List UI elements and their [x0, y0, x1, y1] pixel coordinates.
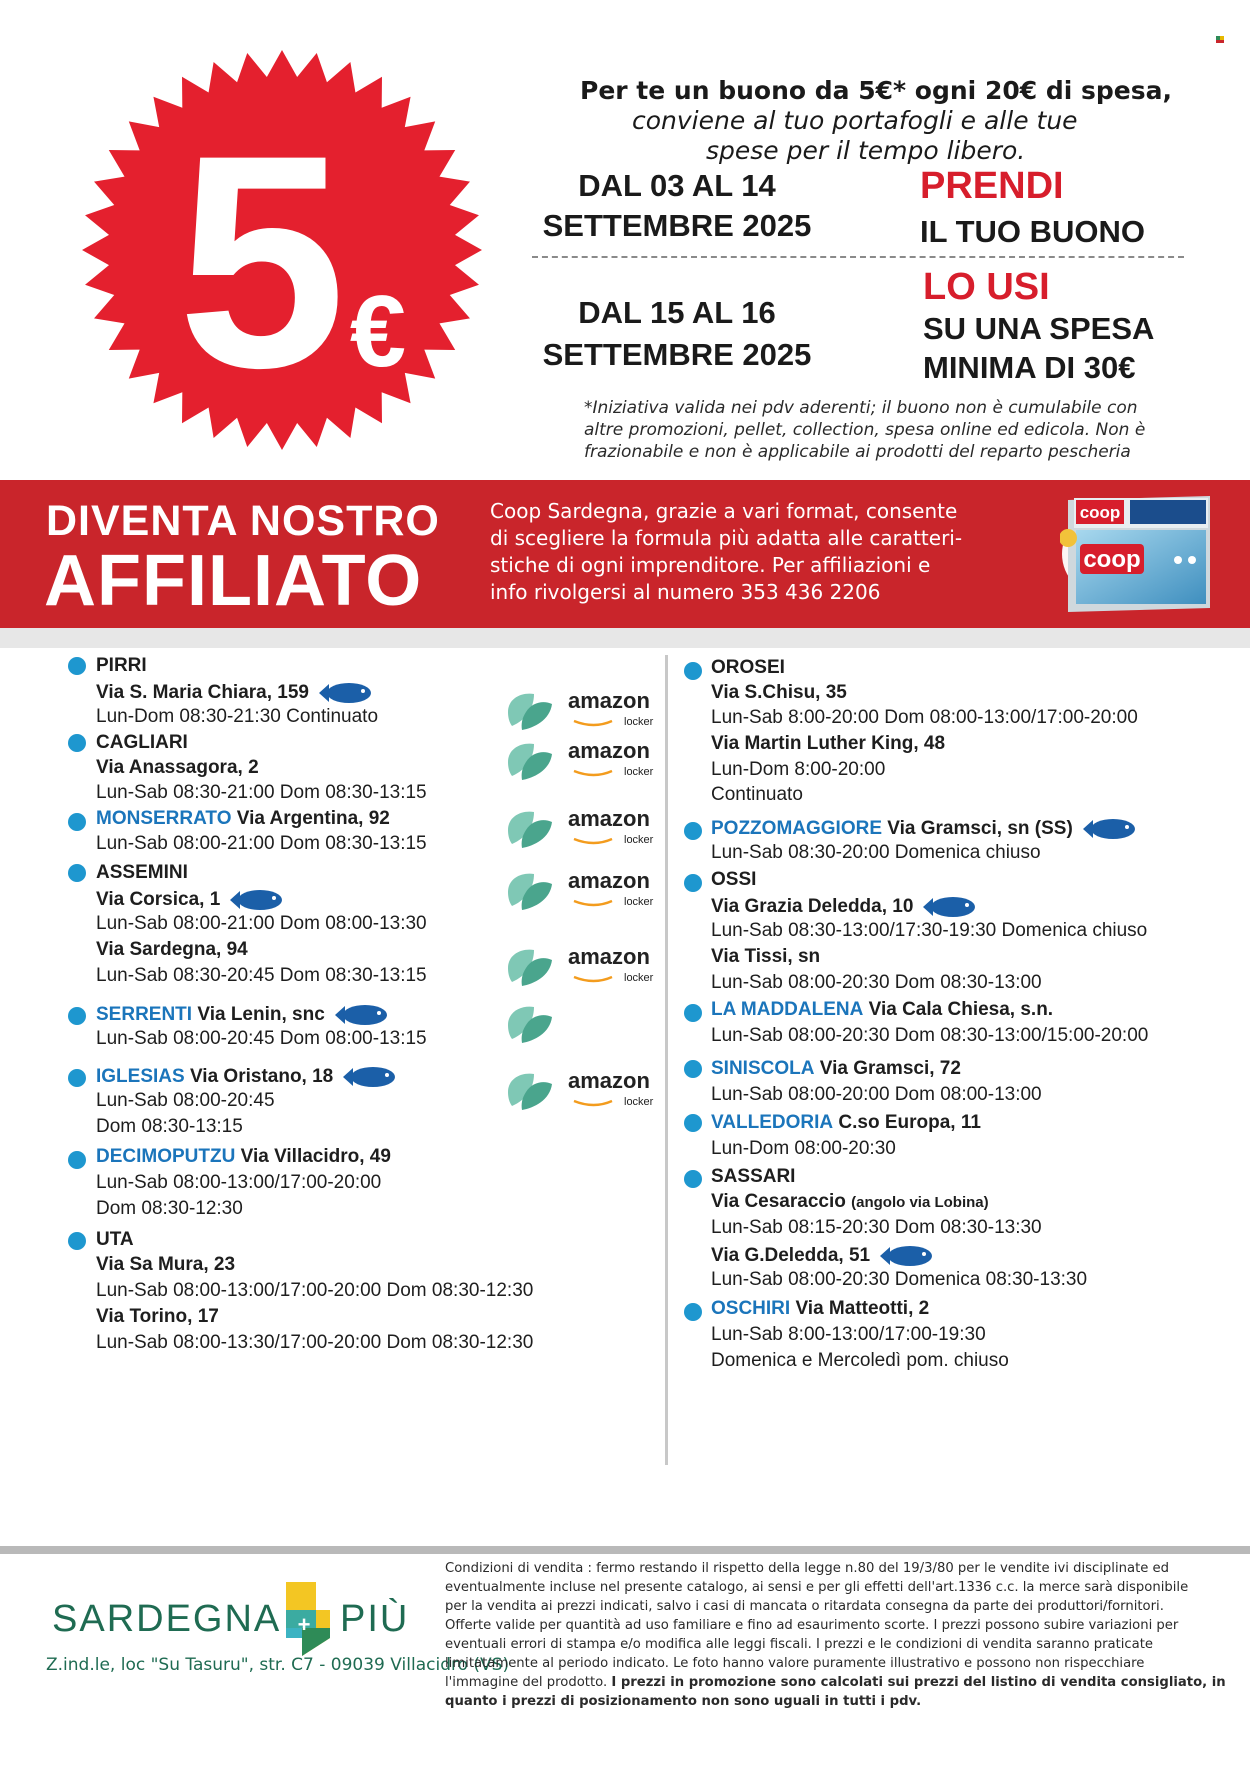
- store-hours: Lun-Sab 08:00-20:00 Dom 08:00-13:00: [711, 1084, 1042, 1105]
- store-hours: Lun-Sab 08:00-13:00/17:00-20:00 Dom 08:30-12:30: [96, 1280, 534, 1301]
- dashed-divider: [532, 256, 1184, 258]
- store-hours: Lun-Sab 08:00-20:30 Dom 08:30-13:00/15:00-20:00: [711, 1025, 1149, 1046]
- store-address: Via Argentina, 92: [236, 808, 390, 829]
- action2-text-1: SU UNA SPESA: [923, 311, 1155, 346]
- amazon-locker-logo: amazon: [568, 806, 650, 831]
- store-address: Via S. Maria Chiara, 159: [96, 680, 373, 706]
- city-oschiri: OSCHIRI: [711, 1298, 791, 1319]
- city-decimoputzu: DECIMOPUTZU: [96, 1146, 236, 1167]
- conditions-line: eventuali errori di stampa e/o modifica alle leggi fiscali. I prezzi e le condizioni di vendita saranno praticate: [445, 1637, 1154, 1652]
- city-serrenti: SERRENTI: [96, 1004, 193, 1026]
- affiliate-text-4: info rivolgersi al numero 353 436 2206: [490, 580, 881, 604]
- store-bullet: [68, 657, 86, 675]
- store-bullet: [68, 1232, 86, 1250]
- store-heading: [96, 1002, 389, 1028]
- store-bullet: [68, 1151, 86, 1169]
- amazon-locker-sub: locker: [624, 766, 654, 778]
- action1-text: IL TUO BUONO: [920, 214, 1146, 249]
- store-hours: Lun-Sab 08:00-20:30 Domenica 08:30-13:30: [711, 1269, 1088, 1290]
- store-bullet: [684, 874, 702, 892]
- store-hours: Continuato: [711, 784, 803, 805]
- conditions-line: Condizioni di vendita : fermo restando il rispetto della legge n.80 del 19/3/80 per le vendite ivi disciplinate ed: [445, 1561, 1170, 1576]
- discount-badge: [80, 48, 484, 452]
- store-sign-main: coop: [1083, 546, 1141, 573]
- logo-mark: [276, 1580, 332, 1658]
- amazon-locker-sub: locker: [624, 834, 654, 846]
- amazon-locker-sub: locker: [624, 896, 654, 908]
- store-illustration: [1060, 490, 1212, 620]
- city-uta: UTA: [96, 1229, 134, 1250]
- city-assemini: ASSEMINI: [96, 862, 188, 883]
- store-address: Via Oristano, 18: [189, 1066, 334, 1088]
- city-pozzomaggiore: POZZOMAGGIORE: [711, 818, 882, 840]
- store-address: Via Martin Luther King, 48: [711, 733, 946, 754]
- city-siniscola: SINISCOLA: [711, 1058, 815, 1079]
- store-bullet: [68, 1007, 86, 1025]
- leaf-icon: [504, 808, 556, 852]
- store-hours: Lun-Sab 08:00-20:30 Dom 08:30-13:00: [711, 972, 1042, 993]
- store-heading: [711, 1112, 981, 1134]
- leaf-icon: [504, 1003, 556, 1047]
- promo-note-1: *Iniziativa valida nei pdv aderenti; il buono non è cumulabile con: [584, 398, 1138, 418]
- city-iglesias: IGLESIAS: [96, 1066, 185, 1088]
- store-heading: [711, 816, 1137, 842]
- store-address: Via Gramsci, sn (SS): [887, 818, 1073, 840]
- store-hours: Lun-Sab 08:00-20:45 Dom 08:00-13:15: [96, 1028, 427, 1049]
- store-address: Via Grazia Deledda, 10: [711, 894, 977, 920]
- promo-headline: Per te un buono da 5€* ogni 20€ di spesa,: [580, 76, 1172, 105]
- store-bullet: [684, 822, 702, 840]
- fish-icon: [333, 1002, 389, 1028]
- logo-sardegna: SARDEGNA: [52, 1598, 282, 1640]
- city-la-maddalena: LA MADDALENA: [711, 999, 864, 1020]
- store-bullet: [684, 1004, 702, 1022]
- logo-plus: +: [297, 1612, 311, 1637]
- store-hours: Domenica e Mercoledì pom. chiuso: [711, 1350, 1009, 1371]
- store-address: C.so Europa, 11: [838, 1112, 981, 1133]
- amazon-locker-logo: amazon: [568, 944, 650, 969]
- store-hours: Lun-Sab 08:00-20:45: [96, 1090, 275, 1111]
- logo-piu: PIÙ: [340, 1598, 410, 1640]
- promo-note-2: altre promozioni, pellet, collection, spesa online ed edicola. Non è: [584, 420, 1146, 440]
- store-address: Via Anassagora, 2: [96, 757, 259, 778]
- affiliate-title-small: DIVENTA NOSTRO: [46, 497, 440, 545]
- fish-icon: [1081, 816, 1137, 842]
- amazon-locker-sub: locker: [624, 716, 654, 728]
- conditions-line: limitatamente al periodo indicato. Le foto hanno valore puramente illustrativo e possono non rispecchiare: [445, 1656, 1145, 1671]
- banner-shadow: [0, 628, 1250, 648]
- store-address: Via Corsica, 1: [96, 887, 284, 913]
- period1-line1: DAL 03 AL 14: [578, 168, 776, 203]
- column-divider: [665, 655, 668, 1465]
- badge-amount: 5: [177, 93, 347, 432]
- store-address: Via Sardegna, 94: [96, 939, 248, 960]
- conditions-line: eventualmente incluse nel presente catalogo, ai sensi e per gli effetti dell'art.1336 c.c. la merce sarà disponibile: [445, 1580, 1189, 1595]
- store-heading: [711, 1058, 961, 1080]
- conditions-line: l'immagine del prodotto. I prezzi in promozione sono calcolati sui prezzi del listino di vendita consigliato, in: [445, 1675, 1226, 1690]
- store-hours: Lun-Sab 08:30-20:45 Dom 08:30-13:15: [96, 965, 427, 986]
- store-address: Via Cala Chiesa, s.n.: [868, 999, 1054, 1020]
- store-hours: Lun-Sab 08:30-21:00 Dom 08:30-13:15: [96, 782, 427, 803]
- amazon-locker-logo: amazon: [568, 738, 650, 763]
- store-heading: [96, 1146, 391, 1168]
- promo-subline-1: conviene al tuo portafogli e alle tue: [632, 106, 1078, 135]
- store-hours: Lun-Sab 08:00-13:00/17:00-20:00: [96, 1172, 382, 1193]
- amazon-smile-icon: [572, 1092, 616, 1100]
- store-address: Via Lenin, snc: [197, 1004, 325, 1026]
- city-orosei: OROSEI: [711, 657, 785, 678]
- amazon-locker-sub: locker: [624, 972, 654, 984]
- store-bullet: [68, 1069, 86, 1087]
- store-address: Via S.Chisu, 35: [711, 682, 847, 703]
- affiliate-text-3: stiche di ogni imprenditore. Per affiliazioni e: [490, 553, 931, 577]
- amazon-smile-icon: [572, 892, 616, 900]
- amazon-smile-icon: [572, 762, 616, 770]
- leaf-icon: [504, 946, 556, 990]
- city-valledoria: VALLEDORIA: [711, 1112, 834, 1133]
- promo-subline-2: spese per il tempo libero.: [706, 136, 1026, 165]
- badge-currency: €: [349, 276, 407, 389]
- store-address: Via Gramsci, 72: [819, 1058, 961, 1079]
- store-bullet: [68, 734, 86, 752]
- store-heading: [711, 1298, 929, 1320]
- store-hours: Lun-Dom 8:00-20:00: [711, 759, 886, 780]
- store-hours: Lun-Sab 08:30-20:00 Domenica chiuso: [711, 842, 1041, 863]
- store-heading: [96, 1064, 397, 1090]
- store-address: Via G.Deledda, 51: [711, 1243, 934, 1269]
- city-pirri: PIRRI: [96, 655, 147, 676]
- amazon-locker-sub: locker: [624, 1096, 654, 1108]
- city-sassari: SASSARI: [711, 1166, 796, 1187]
- store-heading: [96, 808, 390, 830]
- fish-icon: [341, 1064, 397, 1090]
- store-hours: Lun-Sab 08:00-21:00 Dom 08:00-13:30: [96, 913, 427, 934]
- city-cagliari: CAGLIARI: [96, 732, 188, 753]
- leaf-icon: [504, 870, 556, 914]
- store-address: Via Villacidro, 49: [240, 1146, 391, 1167]
- affiliate-text-1: Coop Sardegna, grazie a vari format, consente: [490, 499, 958, 523]
- store-address: Via Sa Mura, 23: [96, 1254, 236, 1275]
- store-hours: Lun-Sab 8:00-13:00/17:00-19:30: [711, 1324, 986, 1345]
- amazon-locker-logo: amazon: [568, 1068, 650, 1093]
- address-note: (angolo via Lobina): [851, 1194, 989, 1211]
- store-bullet: [684, 1060, 702, 1078]
- store-bullet: [684, 662, 702, 680]
- leaf-icon: [504, 740, 556, 784]
- leaf-icon: [504, 690, 556, 734]
- fish-icon: [878, 1243, 934, 1269]
- leaf-icon: [504, 1070, 556, 1114]
- store-hours: Lun-Dom 08:30-21:30 Continuato: [96, 706, 379, 727]
- store-bullet: [684, 1303, 702, 1321]
- store-sign-top: coop: [1079, 503, 1121, 522]
- action1-title: PRENDI: [920, 165, 1064, 207]
- store-address: Via Tissi, sn: [711, 946, 821, 967]
- city-ossi: OSSI: [711, 869, 757, 890]
- conditions-line: per la vendita ai prezzi indicati, salvo i casi di mancata o ritardata consegna da parte dei produttori/fornitori.: [445, 1599, 1164, 1614]
- store-heading: [711, 999, 1053, 1021]
- store-address: Via Matteotti, 2: [795, 1298, 930, 1319]
- promo-note-3: frazionabile e non è applicabile ai prodotti del reparto pescheria: [584, 442, 1131, 462]
- amazon-smile-icon: [572, 968, 616, 976]
- conditions-line: Offerte valide per quantità ad uso familiare e fino ad esaurimento scorte. I prezzi possono subire variazioni per: [445, 1618, 1179, 1633]
- store-hours: Lun-Dom 08:00-20:30: [711, 1138, 896, 1159]
- period1-line2: SETTEMBRE 2025: [542, 208, 812, 243]
- action2-title: LO USI: [923, 266, 1050, 308]
- store-bullet: [68, 813, 86, 831]
- footer-rule: [0, 1546, 1250, 1554]
- store-bullet: [684, 1170, 702, 1188]
- store-hours: Lun-Sab 08:30-13:00/17:30-19:30 Domenica chiuso: [711, 920, 1148, 941]
- fish-icon: [921, 894, 977, 920]
- affiliate-title-big: AFFILIATO: [44, 541, 423, 621]
- store-hours: Lun-Sab 08:15-20:30 Dom 08:30-13:30: [711, 1217, 1042, 1238]
- fish-icon: [228, 887, 284, 913]
- store-hours: Lun-Sab 08:00-21:00 Dom 08:30-13:15: [96, 833, 427, 854]
- store-bullet: [68, 864, 86, 882]
- period2-line1: DAL 15 AL 16: [578, 295, 776, 330]
- store-bullet: [684, 1114, 702, 1132]
- store-address: Via Cesaraccio (angolo via Lobina): [711, 1191, 989, 1212]
- store-hours: Lun-Sab 08:00-13:30/17:00-20:00 Dom 08:30-12:30: [96, 1332, 534, 1353]
- store-address: Via Torino, 17: [96, 1306, 219, 1327]
- company-address: Z.ind.le, loc "Su Tasuru", str. C7 - 09039 Villacidro (VS): [46, 1655, 510, 1675]
- amazon-smile-icon: [572, 830, 616, 838]
- city-monserrato: MONSERRATO: [96, 808, 232, 829]
- store-hours: Dom 08:30-12:30: [96, 1198, 243, 1219]
- period2-line2: SETTEMBRE 2025: [542, 337, 812, 372]
- affiliate-text-2: di scegliere la formula più adatta alle caratteri-: [490, 526, 963, 550]
- amazon-smile-icon: [572, 712, 616, 720]
- store-hours: Dom 08:30-13:15: [96, 1116, 243, 1137]
- conditions-line: quanto i prezzi di posizionamento non sono uguali in tutti i pdv.: [445, 1694, 922, 1709]
- amazon-locker-logo: amazon: [568, 868, 650, 893]
- store-hours: Lun-Sab 8:00-20:00 Dom 08:00-13:00/17:00-20:00: [711, 707, 1138, 728]
- fish-icon: [317, 680, 373, 706]
- action2-text-2: MINIMA DI 30€: [923, 350, 1136, 385]
- corner-mark: [1216, 36, 1224, 44]
- amazon-locker-logo: amazon: [568, 688, 650, 713]
